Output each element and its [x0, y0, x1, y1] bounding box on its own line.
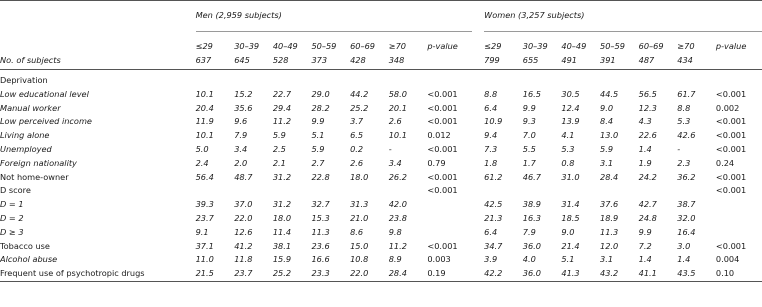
- table-row: [0, 267, 762, 281]
- age-group-row: [0, 32, 762, 55]
- men-value: 23.3: [311, 267, 350, 281]
- women-value: 1.8: [484, 157, 498, 168]
- women-value: 41.1: [639, 267, 678, 281]
- men-value: 25.2: [350, 102, 369, 113]
- women-value: 7.3: [484, 143, 498, 154]
- men-value: 56.4: [195, 171, 214, 182]
- men-value: 5.9: [311, 143, 325, 154]
- women-count: 487: [639, 54, 678, 70]
- men-pvalue: <0.001: [427, 102, 458, 113]
- table-row: [0, 226, 762, 240]
- men-value: 23.7: [195, 212, 214, 223]
- men-count: 428: [350, 54, 389, 70]
- men-value: 15.0: [350, 240, 369, 251]
- women-pvalue: 0.24: [715, 157, 735, 168]
- women-pvalue: <0.001: [715, 143, 747, 154]
- men-value: 23.7: [234, 267, 273, 281]
- women-pvalue: <0.001: [715, 240, 747, 251]
- row-label: D score: [0, 185, 31, 196]
- table-row: [0, 184, 762, 198]
- men-value: 31.2: [272, 199, 292, 210]
- women-value: 8.8: [677, 102, 691, 113]
- men-value: 2.7: [311, 157, 325, 168]
- section-title: Deprivation: [0, 75, 48, 85]
- men-value: 2.0: [234, 157, 248, 168]
- men-value: 28.4: [389, 267, 428, 281]
- table-row: [0, 143, 762, 157]
- men-value: 22.0: [350, 267, 389, 281]
- men-value: [311, 184, 350, 198]
- women-value: 12.3: [638, 102, 657, 113]
- row-label: Alcohol abuse: [0, 254, 58, 265]
- men-count: 348: [389, 54, 428, 70]
- table-header: [0, 1, 762, 70]
- men-value: 15.2: [234, 88, 253, 99]
- women-value: 28.4: [600, 171, 619, 182]
- group-gap: [472, 129, 484, 143]
- women-value: 1.4: [638, 254, 652, 265]
- men-value: 11.9: [195, 116, 214, 127]
- men-value: 11.2: [388, 240, 407, 251]
- women-value: 5.5: [522, 143, 536, 154]
- men-value: 6.5: [350, 130, 364, 141]
- group-gap: [472, 267, 484, 281]
- women-value: 4.3: [638, 116, 652, 127]
- women-value: 3.9: [484, 254, 498, 265]
- men-value: 10.1: [195, 130, 214, 141]
- women-value: 24.8: [638, 212, 657, 223]
- men-value: 23.6: [311, 240, 330, 251]
- men-value: 22.0: [234, 212, 253, 223]
- group-gap: [472, 226, 484, 240]
- women-value: 24.2: [638, 171, 657, 182]
- women-value: 9.9: [638, 226, 652, 237]
- women-value: 6.4: [484, 226, 498, 237]
- women-value: 4.1: [561, 130, 575, 141]
- women-value: 4.0: [522, 254, 536, 265]
- women-value: 22.6: [638, 130, 657, 141]
- women-value: 7.0: [522, 130, 536, 141]
- age-group-men: 40–49: [272, 41, 298, 52]
- women-pvalue: [716, 226, 762, 240]
- row-label: D = 1: [0, 199, 24, 210]
- row-label: Foreign nationality: [0, 157, 77, 168]
- women-value: 3.1: [600, 157, 614, 168]
- women-pvalue: <0.001: [715, 116, 747, 127]
- women-value: 32.0: [677, 212, 696, 223]
- men-value: 28.2: [311, 102, 330, 113]
- men-value: 11.8: [234, 254, 253, 265]
- men-value: 2.1: [272, 157, 286, 168]
- women-value: 34.7: [484, 240, 503, 251]
- women-count: 655: [523, 54, 562, 70]
- women-value: 9.0: [600, 102, 614, 113]
- table-row: [0, 129, 762, 143]
- men-value: 22.8: [311, 171, 330, 182]
- men-value: 16.6: [311, 254, 330, 265]
- women-value: -: [677, 143, 681, 154]
- row-label: Tobacco use: [0, 240, 50, 251]
- women-pvalue: [716, 212, 762, 226]
- women-value: 36.0: [522, 240, 541, 251]
- men-value: 18.0: [350, 171, 369, 182]
- group-gap: [472, 240, 484, 254]
- men-value: 10.8: [350, 254, 369, 265]
- men-pvalue: 0.19: [427, 267, 472, 281]
- men-pvalue: [427, 198, 472, 212]
- men-value: 2.6: [350, 157, 364, 168]
- women-value: 13.0: [600, 130, 619, 141]
- women-pvalue: 0.004: [715, 254, 740, 265]
- women-count: 391: [600, 54, 639, 70]
- women-value: [600, 184, 639, 198]
- women-value: 1.4: [638, 143, 652, 154]
- age-group-women: 40–49: [561, 41, 587, 52]
- women-value: 9.9: [522, 102, 536, 113]
- men-value: 37.1: [195, 240, 214, 251]
- women-value: 36.0: [523, 267, 562, 281]
- men-value: 8.6: [350, 226, 364, 237]
- women-pvalue: <0.001: [715, 185, 747, 196]
- women-value: 16.3: [522, 212, 541, 223]
- women-value: 43.5: [677, 267, 716, 281]
- men-pvalue: <0.001: [427, 116, 458, 127]
- row-label: D = 2: [0, 212, 24, 223]
- table-row: [0, 212, 762, 226]
- age-group-men: 30–39: [234, 41, 260, 52]
- men-value: 21.5: [196, 267, 235, 281]
- men-pvalue: <0.001: [427, 88, 458, 99]
- men-value: 5.9: [272, 130, 286, 141]
- women-value: 18.9: [600, 212, 619, 223]
- women-value: 1.7: [522, 157, 536, 168]
- women-value: 41.3: [561, 267, 600, 281]
- men-value: 9.1: [195, 226, 209, 237]
- men-value: [196, 184, 235, 198]
- men-pvalue: 0.79: [427, 157, 446, 168]
- women-pvalue: 0.10: [716, 267, 762, 281]
- men-value: 2.6: [388, 116, 402, 127]
- subject-count-row: [0, 54, 762, 70]
- women-value: 31.4: [561, 199, 580, 210]
- women-value: 21.4: [561, 240, 580, 251]
- age-group-women: 60–69: [638, 41, 664, 52]
- men-value: 21.0: [350, 212, 369, 223]
- women-value: 42.6: [677, 130, 696, 141]
- men-value: 5.0: [195, 143, 209, 154]
- men-value: 32.7: [311, 199, 330, 210]
- group-gap: [472, 184, 484, 198]
- women-value: 8.4: [600, 116, 614, 127]
- women-value: 3.1: [600, 254, 614, 265]
- women-value: 0.8: [561, 157, 575, 168]
- men-value: [234, 184, 273, 198]
- group-gap: [472, 212, 484, 226]
- men-value: 8.9: [388, 254, 402, 265]
- men-value: 29.0: [311, 88, 330, 99]
- men-value: 26.2: [388, 171, 407, 182]
- women-value: 56.5: [638, 88, 657, 99]
- women-value: 1.4: [677, 254, 691, 265]
- women-value: 43.2: [600, 267, 639, 281]
- women-value: 42.5: [484, 199, 503, 210]
- men-value: 11.4: [272, 226, 292, 237]
- men-value: 11.2: [272, 116, 292, 127]
- row-label: Not home-owner: [0, 171, 69, 182]
- men-value: 10.1: [195, 88, 214, 99]
- men-value: 3.7: [350, 116, 364, 127]
- men-pvalue: [427, 212, 472, 226]
- men-value: 3.4: [234, 143, 248, 154]
- group-gap: [472, 157, 484, 171]
- men-group-header: Men (2,959 subjects): [196, 1, 473, 32]
- women-value: 42.7: [638, 199, 657, 210]
- table-row: [0, 198, 762, 212]
- men-value: 39.3: [195, 199, 214, 210]
- women-pvalue: <0.001: [715, 171, 747, 182]
- women-group-header: Women (3,257 subjects): [484, 1, 762, 32]
- men-value: 7.9: [234, 130, 248, 141]
- men-value: 31.2: [272, 171, 292, 182]
- group-gap: [472, 253, 484, 267]
- men-value: 11.3: [311, 226, 330, 237]
- table-row: [0, 88, 762, 102]
- women-value: 9.4: [484, 130, 498, 141]
- count-pvalue-blank: [427, 54, 472, 70]
- women-value: [639, 184, 678, 198]
- women-value: 8.8: [484, 88, 498, 99]
- men-value: 25.2: [273, 267, 312, 281]
- men-value: 5.1: [311, 130, 325, 141]
- age-group-men: 50–59: [311, 41, 337, 52]
- women-value: 18.5: [561, 212, 580, 223]
- women-value: [523, 184, 562, 198]
- men-pvalue: <0.001: [427, 185, 458, 196]
- men-value: 9.8: [388, 226, 402, 237]
- women-value: 44.5: [600, 88, 619, 99]
- group-gap: [472, 88, 484, 102]
- men-value: [273, 184, 312, 198]
- men-pvalue: 0.012: [427, 130, 451, 141]
- age-group-women: 50–59: [600, 41, 625, 52]
- table-row: [0, 171, 762, 185]
- women-value: 7.2: [638, 240, 652, 251]
- men-value: [389, 184, 428, 198]
- table-row: [0, 253, 762, 267]
- table-body: [0, 70, 762, 282]
- men-count: 528: [273, 54, 312, 70]
- table-row: [0, 157, 762, 171]
- table-row: [0, 240, 762, 254]
- row-label: Living alone: [0, 130, 50, 141]
- group-gap: [472, 102, 484, 116]
- pvalue-header-men: p-value: [427, 41, 458, 52]
- women-value: 61.7: [677, 88, 696, 99]
- men-value: 15.9: [272, 254, 292, 265]
- header-spacer: [0, 32, 196, 55]
- men-value: 48.7: [234, 171, 253, 182]
- women-count: 434: [677, 54, 716, 70]
- women-value: 21.3: [484, 212, 503, 223]
- women-value: 11.3: [600, 226, 619, 237]
- men-value: 20.1: [388, 102, 407, 113]
- count-pvalue-blank: [716, 54, 762, 70]
- women-value: 16.5: [522, 88, 541, 99]
- women-value: 30.5: [561, 88, 580, 99]
- women-value: 7.9: [522, 226, 536, 237]
- group-gap: [472, 171, 484, 185]
- age-group-women: 30–39: [522, 41, 548, 52]
- men-value: 2.4: [195, 157, 209, 168]
- row-label: D ≥ 3: [0, 226, 24, 237]
- age-group-men: ≤29: [195, 41, 213, 52]
- women-value: [561, 184, 600, 198]
- men-value: 18.0: [272, 212, 292, 223]
- women-value: 12.0: [600, 240, 619, 251]
- women-value: 5.3: [677, 116, 691, 127]
- women-value: 31.0: [561, 171, 580, 182]
- men-value: 29.4: [272, 102, 292, 113]
- row-label: Low perceived income: [0, 116, 92, 127]
- men-value: 9.6: [234, 116, 248, 127]
- women-value: 9.3: [522, 116, 536, 127]
- women-value: 12.4: [561, 102, 580, 113]
- men-value: 44.2: [350, 88, 369, 99]
- age-group-men: 60–69: [350, 41, 376, 52]
- men-value: 22.7: [272, 88, 292, 99]
- men-value: 15.3: [311, 212, 330, 223]
- men-value: 20.4: [195, 102, 214, 113]
- men-count: 637: [196, 54, 235, 70]
- men-count: 645: [234, 54, 273, 70]
- women-value: [484, 184, 523, 198]
- men-pvalue: 0.003: [427, 254, 451, 265]
- men-value: -: [388, 143, 392, 154]
- women-pvalue: <0.001: [715, 88, 747, 99]
- women-value: 5.9: [600, 143, 614, 154]
- pvalue-header-women: p-value: [715, 41, 747, 52]
- group-gap: [472, 143, 484, 157]
- men-value: 3.4: [388, 157, 402, 168]
- row-label: Frequent use of psychotropic drugs: [0, 267, 196, 281]
- men-count: 373: [311, 54, 350, 70]
- age-group-men: ≥70: [388, 41, 406, 52]
- group-gap: [472, 198, 484, 212]
- men-value: 9.9: [311, 116, 325, 127]
- women-value: 46.7: [522, 171, 541, 182]
- row-label: Manual worker: [0, 102, 61, 113]
- women-pvalue: [716, 198, 762, 212]
- women-count: 799: [484, 54, 523, 70]
- men-value: 11.0: [195, 254, 214, 265]
- group-gap: [472, 54, 484, 70]
- men-value: 35.6: [234, 102, 253, 113]
- women-value: 37.6: [600, 199, 619, 210]
- men-value: 31.3: [350, 199, 369, 210]
- women-value: 16.4: [677, 226, 696, 237]
- age-group-women: ≤29: [484, 41, 502, 52]
- women-value: 9.0: [561, 226, 575, 237]
- age-group-women: ≥70: [677, 41, 695, 52]
- women-value: 13.9: [561, 116, 580, 127]
- men-value: [350, 184, 389, 198]
- group-gap: [472, 115, 484, 129]
- group-gap: [472, 32, 484, 55]
- women-value: 5.3: [561, 143, 575, 154]
- men-value: 38.1: [272, 240, 292, 251]
- men-value: 23.8: [388, 212, 407, 223]
- men-value: 37.0: [234, 199, 253, 210]
- women-pvalue: <0.001: [715, 130, 747, 141]
- women-value: 2.3: [677, 157, 691, 168]
- women-value: 42.2: [484, 267, 523, 281]
- men-pvalue: [427, 226, 472, 240]
- subjects-row-label: No. of subjects: [0, 54, 196, 70]
- women-value: 5.1: [561, 254, 575, 265]
- women-value: 6.4: [484, 102, 498, 113]
- women-pvalue: 0.002: [715, 102, 740, 113]
- women-count: 491: [561, 54, 600, 70]
- men-value: 42.0: [388, 199, 407, 210]
- table-row: [0, 115, 762, 129]
- women-value: 1.9: [638, 157, 652, 168]
- women-value: 36.2: [677, 171, 696, 182]
- women-value: 10.9: [484, 116, 503, 127]
- men-pvalue: <0.001: [427, 143, 458, 154]
- men-pvalue: <0.001: [427, 240, 458, 251]
- women-value: [677, 184, 716, 198]
- men-value: 10.1: [388, 130, 407, 141]
- women-value: 3.0: [677, 240, 691, 251]
- men-value: 2.5: [272, 143, 286, 154]
- men-value: 0.2: [350, 143, 364, 154]
- women-value: 61.2: [484, 171, 503, 182]
- men-value: 41.2: [234, 240, 253, 251]
- men-value: 12.6: [234, 226, 253, 237]
- men-pvalue: <0.001: [427, 171, 458, 182]
- row-label: Low educational level: [0, 88, 89, 99]
- table-row: [0, 102, 762, 116]
- men-value: 58.0: [388, 88, 407, 99]
- women-value: 38.9: [522, 199, 541, 210]
- women-value: 38.7: [677, 199, 696, 210]
- row-label: Unemployed: [0, 143, 52, 154]
